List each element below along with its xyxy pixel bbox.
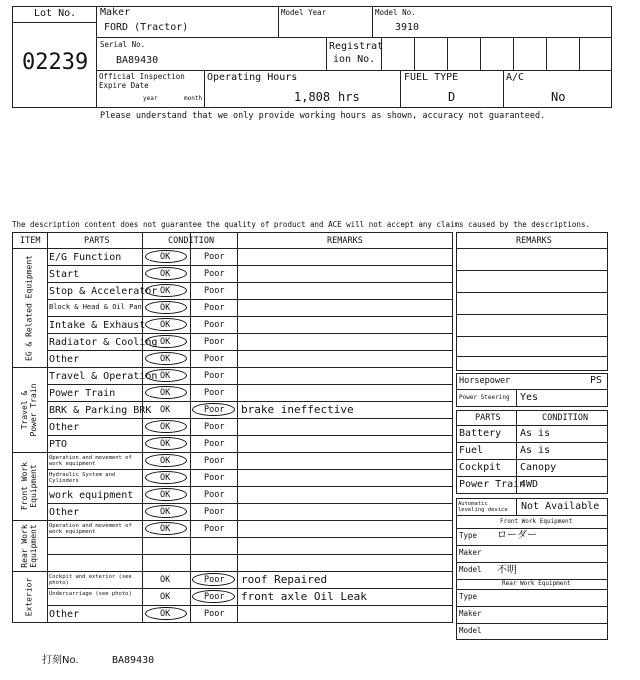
part-label: Undercarriage (see photo) xyxy=(49,591,132,597)
row-divider xyxy=(47,333,453,334)
registration-label-1: Registrat xyxy=(329,41,384,52)
engraving-value: BA89430 xyxy=(112,655,155,666)
poor-option[interactable]: Poor xyxy=(204,422,225,432)
poor-option[interactable]: Poor xyxy=(204,371,225,381)
ok-option[interactable]: OK xyxy=(160,371,171,381)
front-title: Front Work Equipment xyxy=(500,518,573,525)
rear-title: Rear Work Equipment xyxy=(502,580,571,587)
horsepower-label: Horsepower xyxy=(459,376,511,386)
remarks-header: REMARKS xyxy=(327,236,363,246)
registration-label-2: ion No. xyxy=(333,54,376,65)
maker-label: Maker xyxy=(100,7,131,18)
item-header: ITEM xyxy=(20,236,41,246)
right-parts-header: PARTS xyxy=(475,413,501,423)
poor-option[interactable]: Poor xyxy=(204,490,225,500)
part-label: Stop & Accelerator xyxy=(49,286,158,297)
row-divider xyxy=(47,265,453,266)
part-label: Operation and movement of work equipment xyxy=(49,455,132,468)
part-label: E/G Function xyxy=(49,252,122,263)
row-divider xyxy=(47,384,453,385)
ac-value: No xyxy=(551,90,566,104)
part-label: Start xyxy=(49,269,80,280)
front-model-value: 不明 xyxy=(497,565,517,576)
row-divider xyxy=(47,554,453,555)
model-year-label: Model Year xyxy=(281,8,327,17)
part-label: Travel & Operation xyxy=(49,371,158,382)
ok-option[interactable]: OK xyxy=(160,422,171,432)
poor-option[interactable]: Poor xyxy=(204,303,225,313)
parts-header: PARTS xyxy=(84,236,110,246)
ok-option[interactable]: OK xyxy=(160,320,171,330)
ok-selected-circle xyxy=(145,505,187,518)
hours-label: Operating Hours xyxy=(207,72,298,83)
inspection-label-2: Expire Date xyxy=(99,81,149,90)
hours-value: 1,808 xyxy=(294,90,331,104)
ac-label: A/C xyxy=(506,72,525,83)
right-part-label: Fuel xyxy=(459,445,484,456)
row-divider xyxy=(47,282,453,283)
ok-selected-circle xyxy=(145,488,187,501)
row-divider xyxy=(12,452,453,453)
rear-model-label: Model xyxy=(459,626,482,635)
part-label: work equipment xyxy=(49,490,134,501)
year-label: year xyxy=(143,95,158,102)
poor-option[interactable]: Poor xyxy=(204,575,225,585)
ok-selected-circle xyxy=(145,420,187,433)
ok-selected-circle xyxy=(145,250,187,263)
right-part-label: Battery xyxy=(459,428,502,439)
ok-option[interactable]: OK xyxy=(160,507,171,517)
row-divider xyxy=(47,316,453,317)
engraving-label: 打刻No. xyxy=(42,655,79,666)
front-type-label: Type xyxy=(459,531,478,540)
right-condition-value: Canopy xyxy=(520,462,557,473)
part-label: BRK & Parking BRK xyxy=(49,405,152,416)
leveling-value: Not Available xyxy=(521,501,600,512)
ok-option[interactable]: OK xyxy=(160,473,171,483)
ok-selected-circle xyxy=(145,454,187,467)
serial-value: BA89430 xyxy=(116,55,159,66)
ok-option[interactable]: OK xyxy=(160,575,171,585)
ok-selected-circle xyxy=(145,369,187,382)
row-divider xyxy=(47,350,453,351)
month-label: month xyxy=(184,95,203,102)
poor-option[interactable]: Poor xyxy=(204,439,225,449)
part-label: Other xyxy=(49,609,80,620)
ok-selected-circle xyxy=(145,437,187,450)
row-divider xyxy=(47,299,453,300)
part-label: Block & Head & Oil Pan xyxy=(49,303,142,311)
row-divider xyxy=(47,605,453,606)
row-divider xyxy=(47,503,453,504)
rear-type-label: Type xyxy=(459,592,478,601)
ok-option[interactable]: OK xyxy=(160,337,171,347)
ok-selected-circle xyxy=(145,284,187,297)
part-label: Other xyxy=(49,422,80,433)
hours-unit: hrs xyxy=(338,90,360,104)
poor-option[interactable]: Poor xyxy=(204,592,225,602)
ok-option[interactable]: OK xyxy=(160,592,171,602)
condition-header: CONDITION xyxy=(168,236,215,246)
part-label: Cockpit and exterior (see photo) xyxy=(49,574,132,587)
part-label: Radiator & Cooling xyxy=(49,337,158,348)
poor-option[interactable]: Poor xyxy=(204,609,225,619)
ok-option[interactable]: OK xyxy=(160,609,171,619)
model-no-value: 3910 xyxy=(395,22,420,33)
poor-option[interactable]: Poor xyxy=(204,473,225,483)
row-divider xyxy=(12,367,453,368)
front-model-label: Model xyxy=(459,565,482,574)
row-divider xyxy=(47,486,453,487)
ok-selected-circle xyxy=(145,301,187,314)
ok-option[interactable]: OK xyxy=(160,269,171,279)
part-label: Other xyxy=(49,354,80,365)
right-condition-value: 4WD xyxy=(520,479,539,490)
row-divider xyxy=(47,469,453,470)
inspection-label-1: Official Inspection xyxy=(99,72,185,81)
ok-selected-circle xyxy=(145,607,187,620)
right-condition-value: As is xyxy=(520,445,551,456)
serial-label: Serial No. xyxy=(100,40,146,49)
item-group-label: Rear Work Equipment xyxy=(20,523,38,568)
row-divider xyxy=(12,520,453,521)
ok-selected-circle xyxy=(145,386,187,399)
poor-option[interactable]: Poor xyxy=(204,456,225,466)
poor-option[interactable]: Poor xyxy=(204,269,225,279)
ok-option[interactable]: OK xyxy=(160,286,171,296)
poor-option[interactable]: Poor xyxy=(204,252,225,262)
poor-option[interactable]: Poor xyxy=(204,507,225,517)
disclaimer: The description content does not guarantee the quality of product and ACE will not accept any claims caused by the descriptions. xyxy=(12,220,590,229)
item-group-label: Exterior xyxy=(24,577,34,616)
poor-selected-circle xyxy=(192,403,235,416)
fuel-label: FUEL TYPE xyxy=(404,72,459,83)
hours-note: Please understand that we only provide working hours as shown, accuracy not guaranteed. xyxy=(100,111,546,121)
horsepower-unit: PS xyxy=(590,375,603,386)
rear-maker-label: Maker xyxy=(459,609,482,618)
item-group-label: Front Work Equipment xyxy=(20,461,38,511)
part-label: Intake & Exhaust xyxy=(49,320,146,331)
ok-option[interactable]: OK xyxy=(160,252,171,262)
part-label: PTO xyxy=(49,439,68,450)
ok-option[interactable]: OK xyxy=(160,490,171,500)
row-divider xyxy=(47,418,453,419)
model-no-label: Model No. xyxy=(375,8,416,17)
lot-no-label: Lot No. xyxy=(34,8,77,19)
poor-option[interactable]: Poor xyxy=(204,320,225,330)
right-condition-header: CONDITION xyxy=(542,413,589,423)
item-group-label: Travel & Power Train xyxy=(20,383,38,436)
right-part-label: Power Train xyxy=(459,479,526,490)
row-divider xyxy=(47,401,453,402)
ok-selected-circle xyxy=(145,471,187,484)
front-type-value: ローダー xyxy=(497,530,537,541)
poor-option[interactable]: Poor xyxy=(204,405,225,415)
poor-option[interactable]: Poor xyxy=(204,354,225,364)
item-group-label: EG & Related Equipment xyxy=(24,254,34,361)
ok-option[interactable]: OK xyxy=(160,524,171,534)
right-condition-value: As is xyxy=(520,428,551,439)
fuel-value: D xyxy=(448,90,456,104)
part-label: Other xyxy=(49,507,80,518)
remark-text: roof Repaired xyxy=(241,573,328,586)
part-label: Power Train xyxy=(49,388,116,399)
part-label: Hydraulic System and Cylinders xyxy=(49,472,116,485)
ok-option[interactable]: OK xyxy=(160,354,171,364)
power-steering-label: Power Steering xyxy=(459,394,510,401)
poor-selected-circle xyxy=(192,590,235,603)
lot-no: 02239 xyxy=(22,50,89,75)
maker-value: FORD (Tractor) xyxy=(104,22,189,33)
part-label: Operation and movement of work equipment xyxy=(49,523,132,536)
ok-selected-circle xyxy=(145,352,187,365)
power-steering-value: Yes xyxy=(520,392,539,403)
row-divider xyxy=(47,537,453,538)
ok-option[interactable]: OK xyxy=(160,456,171,466)
poor-option[interactable]: Poor xyxy=(204,286,225,296)
ok-option[interactable]: OK xyxy=(160,388,171,398)
leveling-label: Automatic leveling device xyxy=(458,501,508,514)
poor-option[interactable]: Poor xyxy=(204,388,225,398)
ok-option[interactable]: OK xyxy=(160,439,171,449)
right-remarks-header: REMARKS xyxy=(516,236,552,246)
poor-selected-circle xyxy=(192,573,235,586)
ok-selected-circle xyxy=(145,522,187,535)
front-maker-label: Maker xyxy=(459,548,482,557)
row-divider xyxy=(47,588,453,589)
remark-text: brake ineffective xyxy=(241,403,354,416)
ok-selected-circle xyxy=(145,335,187,348)
ok-option[interactable]: OK xyxy=(160,303,171,313)
ok-option[interactable]: OK xyxy=(160,405,171,415)
poor-option[interactable]: Poor xyxy=(204,337,225,347)
ok-selected-circle xyxy=(145,267,187,280)
row-divider xyxy=(12,571,453,572)
ok-selected-circle xyxy=(145,318,187,331)
poor-option[interactable]: Poor xyxy=(204,524,225,534)
remark-text: front axle Oil Leak xyxy=(241,590,367,603)
row-divider xyxy=(47,435,453,436)
right-part-label: Cockpit xyxy=(459,462,502,473)
